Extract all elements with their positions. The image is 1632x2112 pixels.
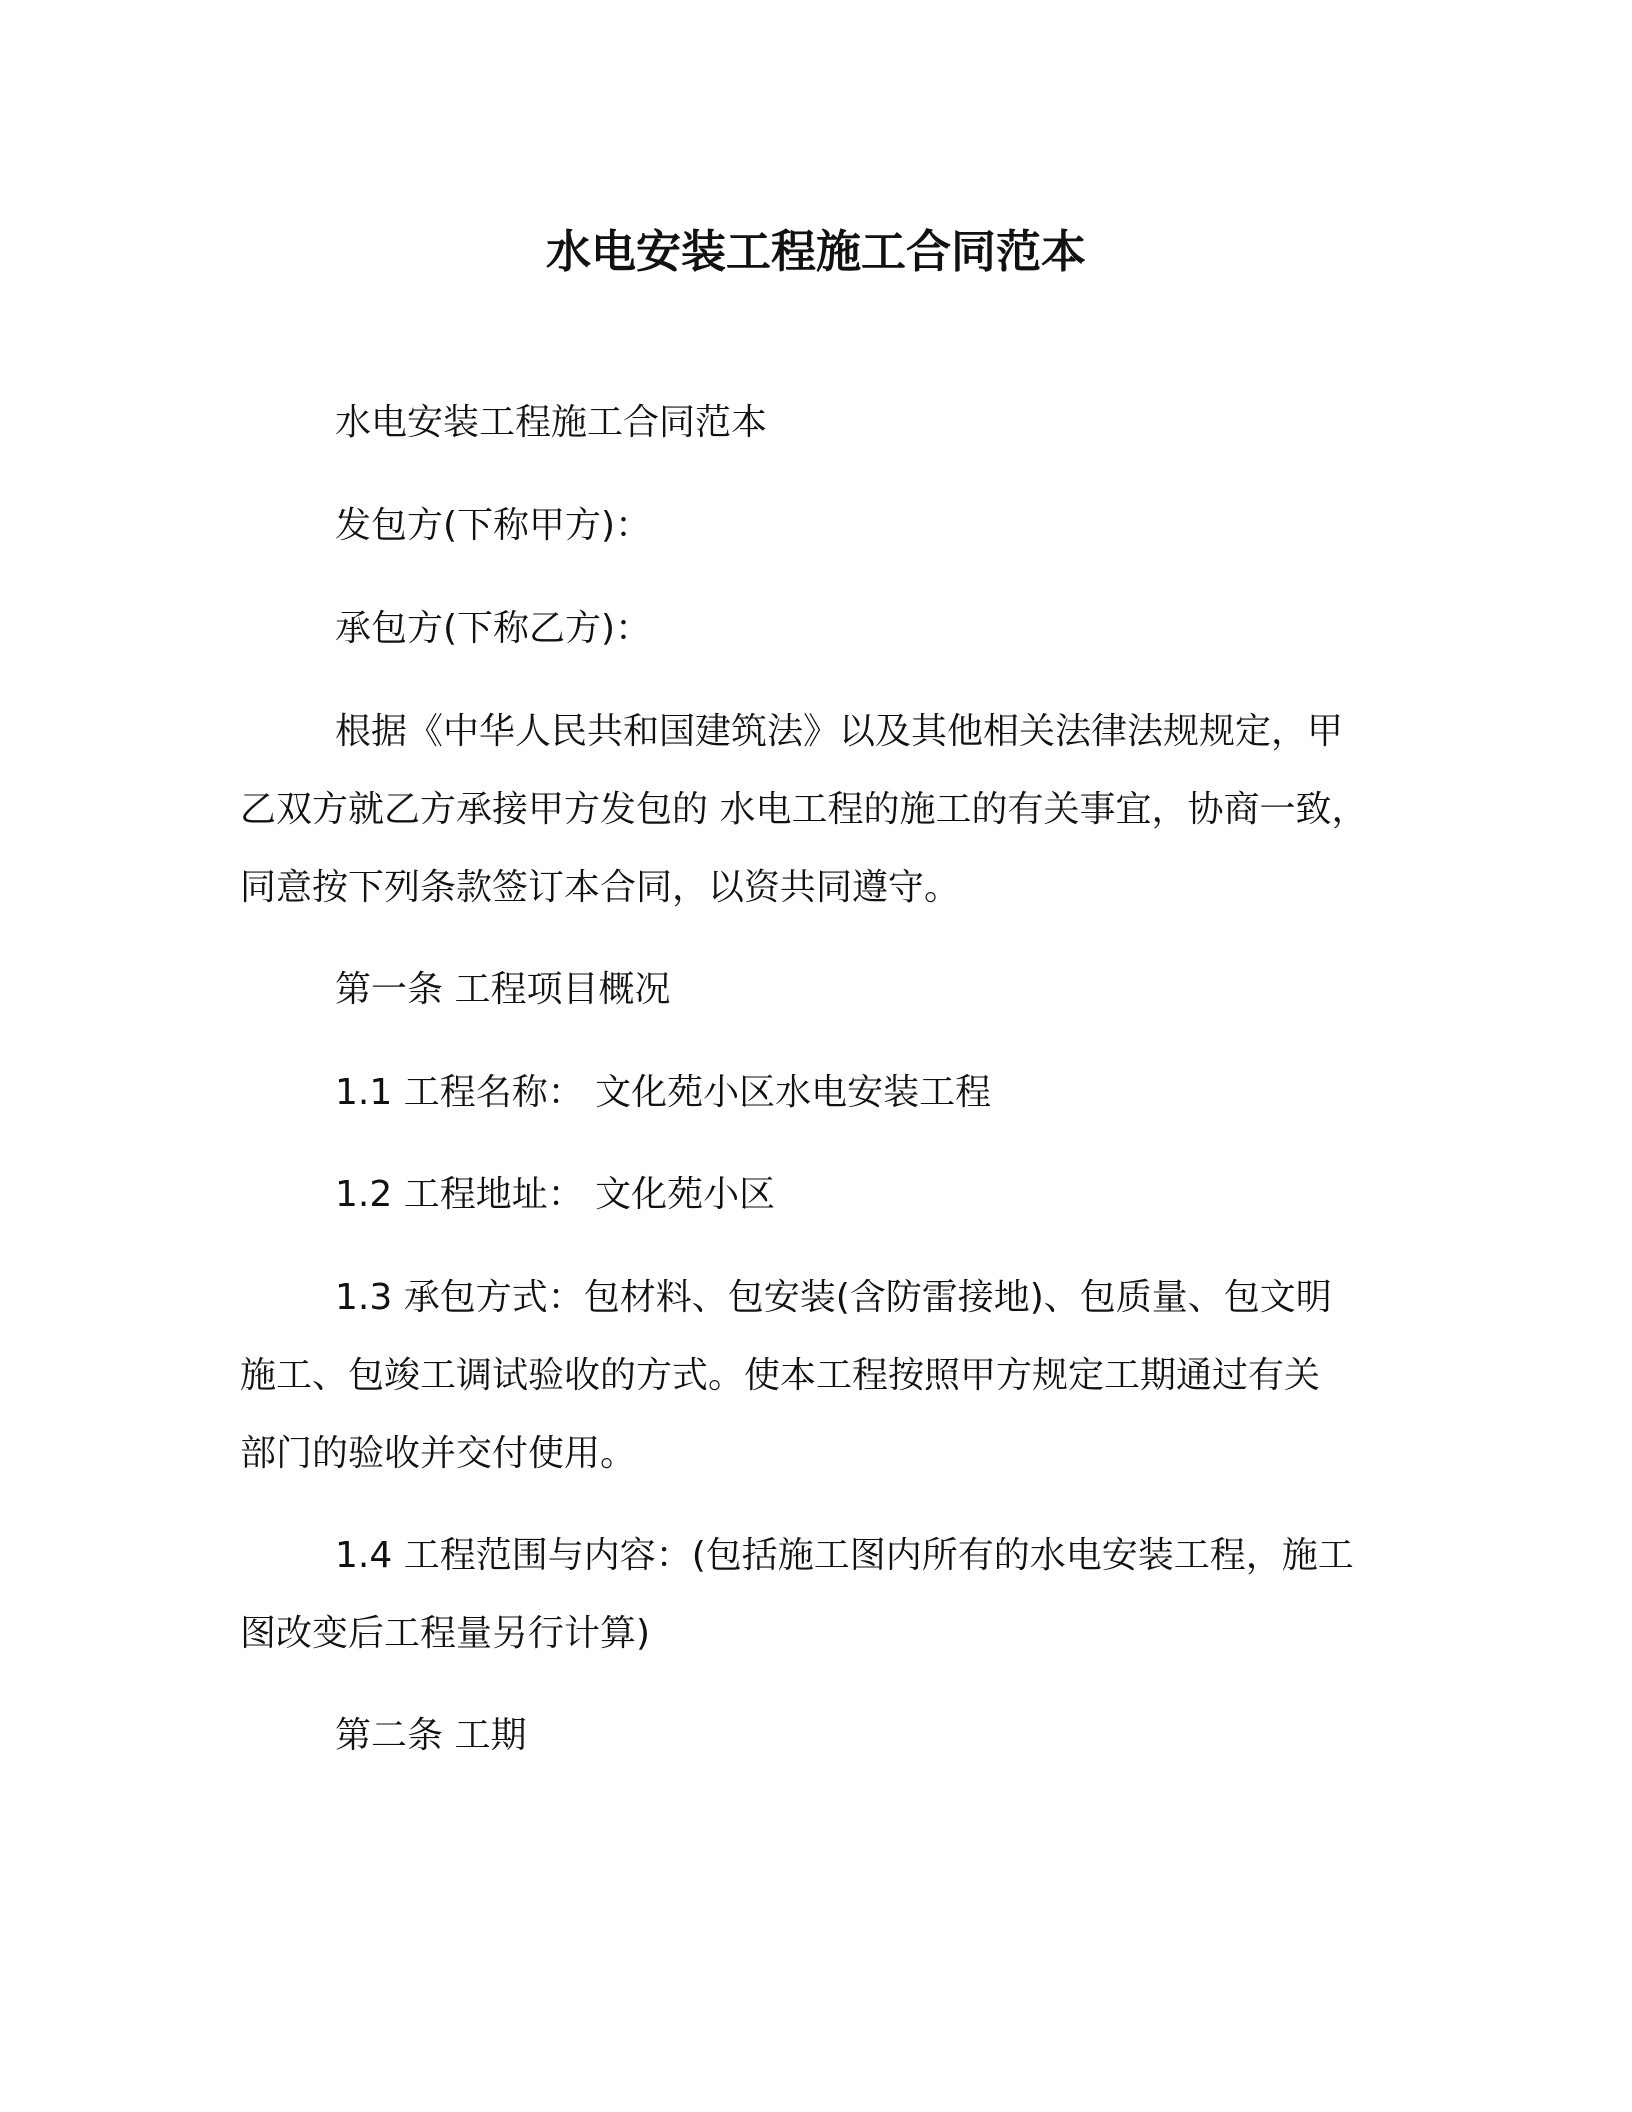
item-1-3-paragraph: [240, 1259, 1400, 1493]
intro-line: 根据《中华人民共和国建筑法》以及其他相关法律法规规定，甲: [335, 711, 1344, 752]
item-1-4-line: 1.4 工程范围与内容：(包括施工图内所有的水电安装工程，施工: [335, 1535, 1354, 1576]
item-1-1: 1.1 工程名称： 文化苑小区水电安装工程: [335, 1072, 992, 1113]
intro-paragraph: [240, 693, 1400, 927]
item-1-3-line: 部门的验收并交付使用。: [240, 1433, 637, 1474]
party-b-line: 承包方(下称乙方)：: [335, 608, 652, 649]
article-1-heading: 第一条 工程项目概况: [335, 969, 671, 1010]
item-1-2: 1.2 工程地址： 文化苑小区: [335, 1174, 776, 1215]
item-1-4-paragraph: [240, 1517, 1400, 1673]
party-a-line: 发包方(下称甲方)：: [335, 505, 652, 546]
intro-line: 同意按下列条款签订本合同，以资共同遵守。: [240, 867, 961, 908]
document-title: 水电安装工程施工合同范本: [545, 225, 1086, 278]
intro-line: 乙双方就乙方承接甲方发包的 水电工程的施工的有关事宜，协商一致，: [240, 789, 1368, 830]
article-2-heading: 第二条 工期: [335, 1715, 527, 1756]
item-1-3-line: 施工、包竣工调试验收的方式。使本工程按照甲方规定工期通过有关: [240, 1355, 1321, 1396]
item-1-4-line: 图改变后工程量另行计算): [240, 1613, 651, 1654]
document-subtitle: 水电安装工程施工合同范本: [335, 402, 768, 443]
item-1-3-line: 1.3 承包方式：包材料、包安装(含防雷接地)、包质量、包文明: [335, 1277, 1332, 1318]
